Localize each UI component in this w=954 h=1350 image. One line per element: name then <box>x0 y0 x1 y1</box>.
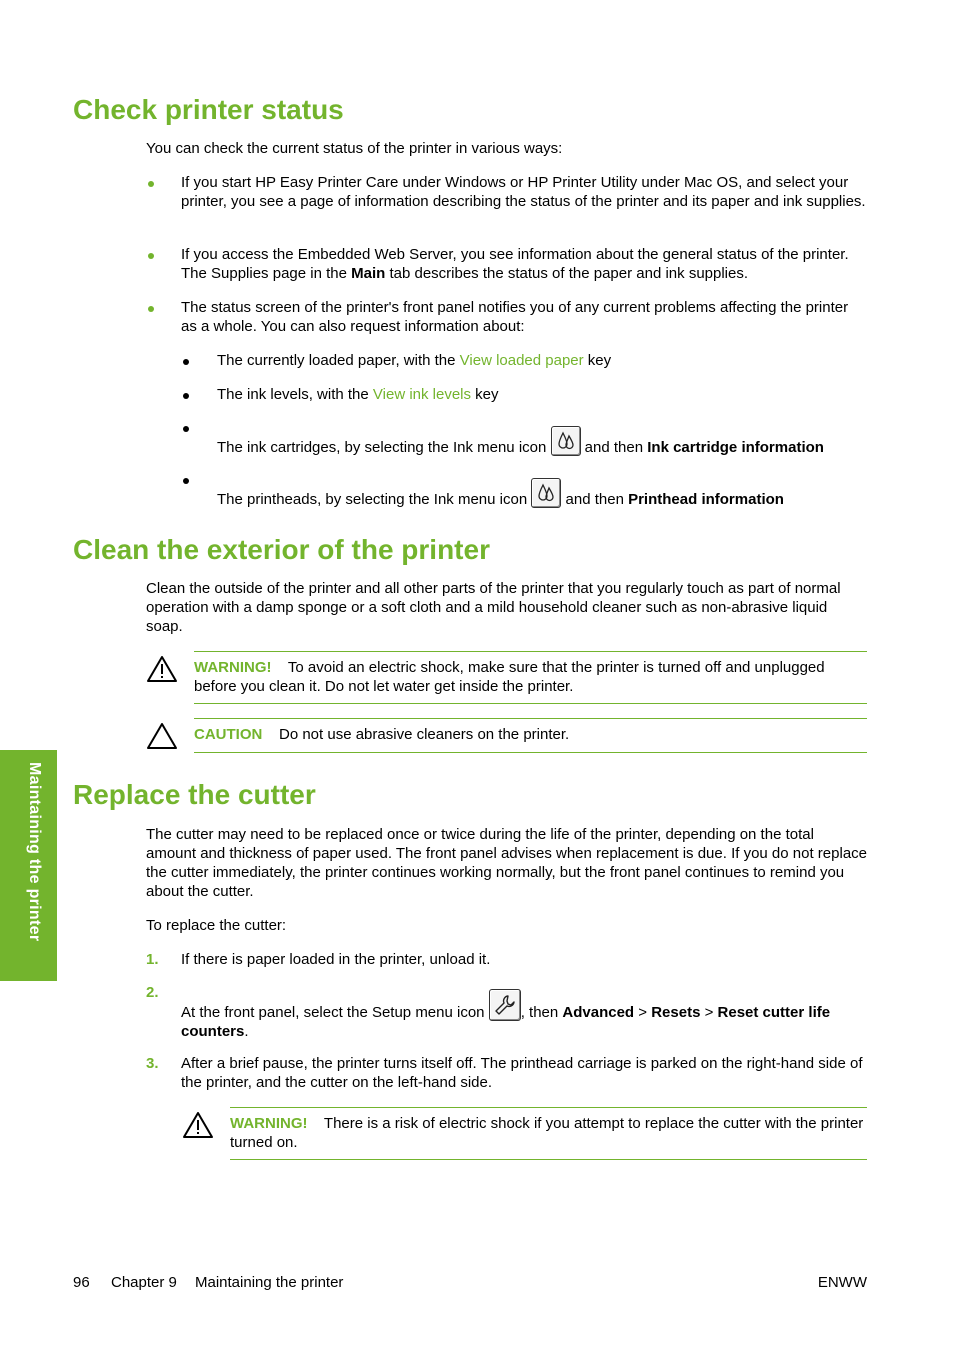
warning-top-rule <box>230 1107 867 1108</box>
warning-cutter-shock <box>230 1114 867 1152</box>
caution-bottom-rule <box>194 752 867 753</box>
bullet <box>148 181 154 187</box>
sub-bullet-ink-levels <box>217 385 877 404</box>
footer-enww: ENWW <box>817 1274 867 1291</box>
warning-label: WARNING! <box>230 1115 308 1132</box>
caution-triangle-icon <box>146 722 178 750</box>
text: , then <box>520 1004 563 1021</box>
text: At the front panel, select the Setup menu icon <box>181 1004 489 1021</box>
text: and then <box>561 491 629 508</box>
step-number: 1. <box>146 951 159 968</box>
text: To avoid an electric shock, make sure that the printer is turned off and unplugged before you clean it. Do not let water get inside the printer. <box>194 659 825 695</box>
bullet <box>148 253 154 259</box>
ink-drops-icon <box>551 426 581 456</box>
warning-top-rule <box>194 651 867 652</box>
step-1: If there is paper loaded in the printer, unload it. <box>181 951 491 968</box>
warning-triangle-icon <box>146 655 178 683</box>
step-2 <box>181 989 867 1041</box>
step-number: 2. <box>146 984 159 1001</box>
text: tab describes the status of the paper and ink supplies. <box>385 265 749 282</box>
text: key <box>583 352 612 369</box>
reset-cutter-life-counters-label: Reset cutter life counters <box>181 1004 831 1040</box>
text: > <box>700 1004 718 1021</box>
text: There is a risk of electric shock if you attempt to replace the cutter with the printer turned on. <box>230 1115 864 1151</box>
ink-cartridge-info-label: Ink cartridge information <box>647 439 824 456</box>
sub-bullet-printheads <box>217 478 877 509</box>
ink-drops-icon <box>531 478 561 508</box>
footer-chapter-title: Maintaining the printer <box>195 1274 344 1291</box>
warning-electric-shock <box>194 658 867 696</box>
text: . <box>244 1023 249 1040</box>
clean-body-text: Clean the outside of the printer and all other parts of the printer that you regularly touch as part of normal operation with a damp sponge or a soft cloth and a mild household cleaner such as non-abrasive liquid soap. <box>146 580 841 635</box>
printhead-info-label: Printhead information <box>628 491 784 508</box>
view-loaded-paper-link[interactable]: View loaded paper <box>459 352 584 369</box>
text: The ink cartridges, by selecting the Ink menu icon <box>217 439 551 456</box>
caution-label: CAUTION <box>194 726 263 743</box>
to-replace-text: To replace the cutter: <box>146 917 287 934</box>
sub-bullet-loaded-paper <box>217 351 877 370</box>
cutter-body-text: The cutter may need to be replaced once or twice during the life of the printer, depending on the total amount and thickness of paper used. The front panel advises when replacement is due. If you do not replace the cutter immediately, the printer continues working normally, but the front panel continues to remind you about the cutter. <box>146 826 868 900</box>
warning-bottom-rule <box>230 1159 867 1160</box>
chapter-side-tab-label: Maintaining the printer <box>26 762 43 942</box>
advanced-label: Advanced <box>562 1004 635 1021</box>
text: > <box>634 1004 652 1021</box>
sub-bullet <box>183 393 189 399</box>
bullet-easy-printer-care: If you start HP Easy Printer Care under Windows or HP Printer Utility under Mac OS, and select your printer, you see a page of information describing the status of the printer and its paper and ink supplies. <box>181 174 866 210</box>
view-ink-levels-link[interactable]: View ink levels <box>372 386 472 403</box>
footer-page-number: 96 <box>73 1274 90 1291</box>
bullet <box>148 306 154 312</box>
text: key <box>471 386 499 403</box>
section-title-replace-cutter: Replace the cutter <box>73 779 316 810</box>
bullet-front-panel: The status screen of the printer's front panel notifies you of any current problems affecting the printer as a whole. You can also request information about: <box>181 299 849 335</box>
sub-bullet <box>183 478 189 484</box>
section-title-check-status: Check printer status <box>73 94 344 125</box>
wrench-icon <box>489 989 521 1021</box>
bullet-embedded-web-server <box>181 245 867 283</box>
sub-bullet <box>183 426 189 432</box>
main-tab-label: Main <box>351 265 386 282</box>
warning-label: WARNING! <box>194 659 272 676</box>
resets-label: Resets <box>651 1004 701 1021</box>
caution-top-rule <box>194 718 867 719</box>
step-3: After a brief pause, the printer turns itself off. The printhead carriage is parked on the right-hand side of the printer, and the cutter on the left-hand side. <box>181 1055 863 1091</box>
sub-bullet-ink-cartridges <box>217 426 877 457</box>
warning-bottom-rule <box>194 703 867 704</box>
warning-triangle-icon <box>182 1111 214 1139</box>
intro-text: You can check the current status of the printer in various ways: <box>146 140 563 157</box>
text: The ink levels, with the <box>217 386 373 403</box>
text: If you access the Embedded Web Server, you see information about the general status of the printer. The Supplies page in the <box>181 246 849 282</box>
caution-abrasive <box>194 725 867 744</box>
text: and then <box>580 439 648 456</box>
text: The currently loaded paper, with the <box>217 352 460 369</box>
text: The printheads, by selecting the Ink menu icon <box>217 491 532 508</box>
text: Do not use abrasive cleaners on the printer. <box>279 726 570 743</box>
step-number: 3. <box>146 1055 159 1072</box>
section-title-clean-exterior: Clean the exterior of the printer <box>73 534 490 565</box>
footer-chapter: Chapter 9 <box>111 1274 177 1291</box>
sub-bullet <box>183 359 189 365</box>
